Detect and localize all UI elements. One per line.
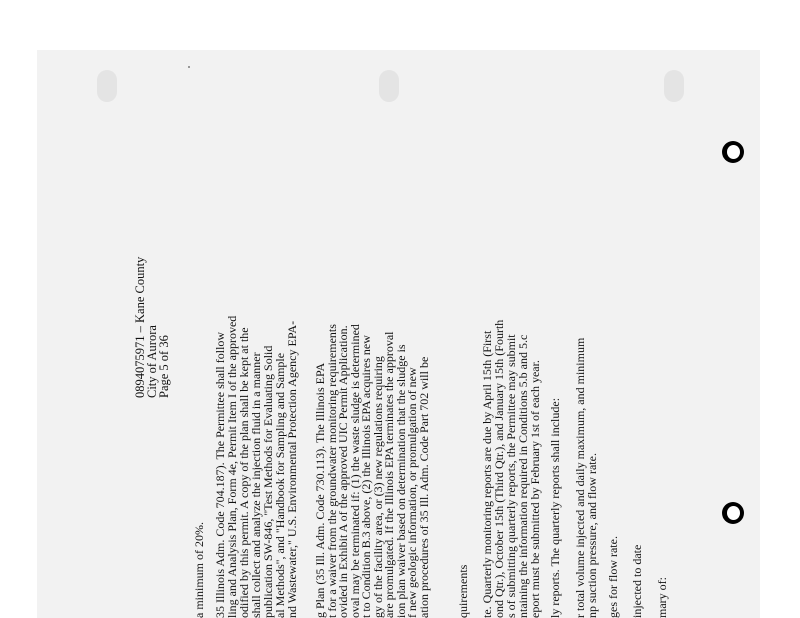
permit-number-line: 0894075971 – Kane County	[133, 256, 147, 398]
text-line: gy of the facility area, or (3) new regulations requiring	[370, 356, 385, 618]
page-number-line: Page 5 of 36	[157, 335, 171, 398]
text-line: 35 Illinois Adm. Code 704.187). The Permittee shall follow	[213, 331, 227, 618]
text-line: s of submitting quarterly reports, the Permittee may submit	[504, 334, 518, 618]
binder-ring-icon	[722, 502, 744, 524]
text-line: publication SW-846, "Test Methods for Evaluating Solid	[261, 345, 275, 618]
punch-hole	[97, 70, 117, 102]
text-line: odified by this permit. A copy of the plan shall be kept at the	[237, 327, 251, 618]
city-line: City of Aurora	[145, 325, 159, 398]
binder-ring-icon	[722, 141, 744, 163]
text-line: te. Quarterly monitoring reports are due by April 15th (First	[480, 330, 494, 618]
punch-hole	[664, 70, 684, 102]
text-line: ntaining the information required in Conditions 5.b and 5.c	[516, 334, 530, 618]
text-line: f new geologic information, or promulgation of new	[405, 367, 419, 618]
text-line: ges for flow rate.	[606, 536, 620, 618]
text-line: ond Qtr.), October 15th (Third Qtr.), and January 15th (Fourth	[492, 319, 506, 618]
text-line: oval may be terminated if: (1) the waste sludge is determined	[347, 324, 362, 618]
text-line: mary of:	[655, 577, 669, 618]
text-line: ion plan waiver based on determination that the sludge is	[393, 344, 408, 618]
text-line: t to Condition B.3 above, (2) the Illinois EPA acquires new	[359, 335, 373, 618]
scan-speck	[188, 66, 190, 68]
text-line: nd Wastewater," U.S. Environmental Protection Agency EPA-	[285, 320, 299, 618]
text-line: shall collect and analyze the injection fluid in a manner	[249, 352, 263, 618]
text-line: r total volume injected and daily maximum, and minimum	[573, 337, 587, 618]
text-line: are promulgated. If the Illinois EPA terminates the approval	[382, 331, 396, 618]
text-line: ling and Analysis Plan, Form 4e, Permit Item I of the approved	[225, 315, 239, 618]
text-line: a minimum of 20%.	[192, 522, 206, 618]
text-line: np suction pressure, and flow rate.	[585, 453, 599, 618]
text-line: ly reports. The quarterly reports shall include:	[548, 397, 562, 618]
text-line: quirements	[456, 564, 470, 618]
text-line: al Methods", and "Handbook for Sampling and Sample	[273, 352, 287, 618]
text-line: injected to date	[630, 544, 644, 618]
text-line: t for a waiver from the groundwater monitoring requirements	[324, 324, 339, 618]
text-line: eport must be submitted by February 1st of each year.	[528, 360, 542, 618]
text-line: ation procedures of 35 Ill. Adm. Code Part 702 will be	[416, 356, 431, 618]
punch-hole	[379, 70, 399, 102]
text-line: g Plan (35 Ill. Adm. Code 730.113). The Illinois EPA	[313, 362, 327, 618]
text-line: ovided in Exhibit A of the approved UIC Permit Application.	[336, 325, 350, 618]
